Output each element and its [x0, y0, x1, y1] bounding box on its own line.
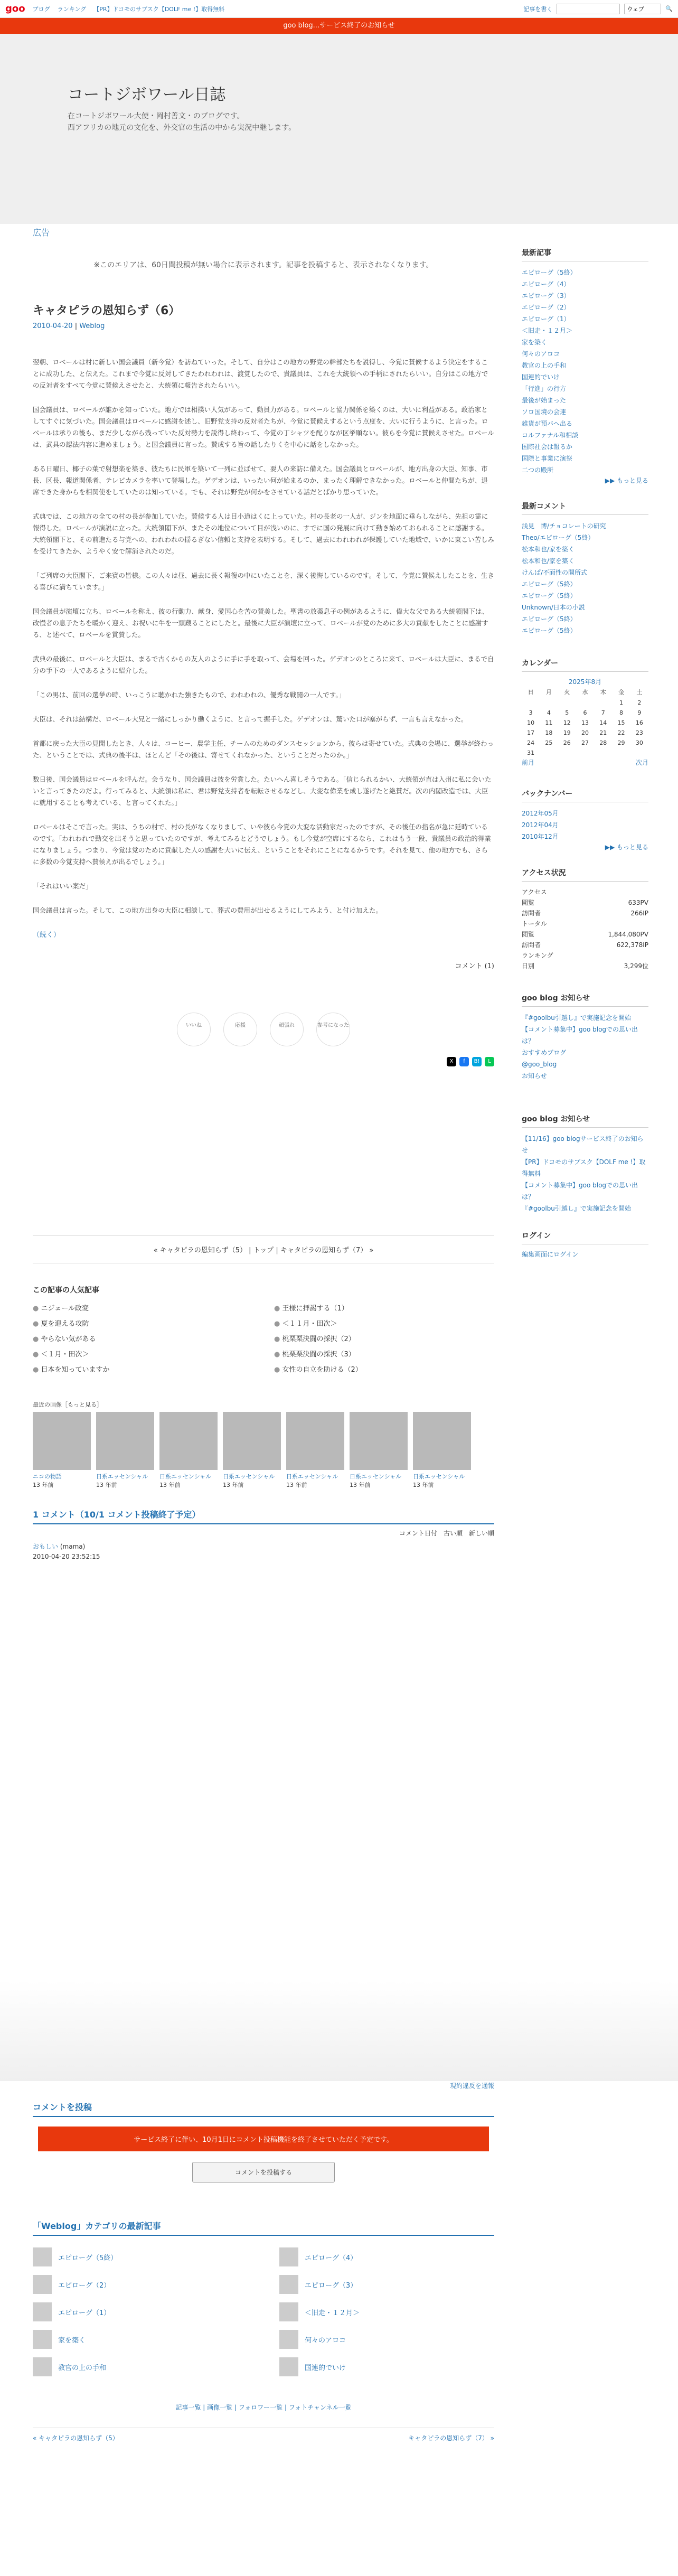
category-item-label[interactable]: 何々のアロコ [305, 2336, 346, 2345]
popular-item[interactable]: ● ＜１１月・田次＞ [274, 1318, 494, 1328]
photo-date: 13 年前 [286, 1482, 307, 1488]
calendar-day: 12 [563, 719, 571, 726]
recent-posts-title: 最新記事 [522, 247, 648, 261]
calendar-weekday: 月 [545, 689, 552, 696]
recent-comment-item[interactable]: 浅見 博/チョコレートの研究 [522, 522, 606, 530]
blog-info-item[interactable]: @goo_blog [522, 1061, 557, 1068]
post-date[interactable]: 2010-04-20 [33, 322, 73, 330]
main-column [33, 222, 494, 1560]
recent-comment-item[interactable]: 松本和也/家を築く [522, 557, 575, 565]
hatena-share-icon[interactable]: B! [472, 1057, 482, 1066]
category-item[interactable] [33, 2275, 248, 2294]
recent-comment-item[interactable]: エピローグ（5終） [522, 627, 577, 634]
recent-post-item[interactable]: ソロ国境の会連 [522, 408, 567, 416]
calendar-day: 5 [565, 709, 569, 716]
calendar-day: 22 [617, 729, 625, 736]
article-icon [279, 2275, 298, 2294]
blog-info-item[interactable]: おすすめブログ [522, 1049, 567, 1056]
access-value: 3,299位 [624, 962, 648, 970]
recent-more-link[interactable]: ▶▶ もっと見る [605, 477, 648, 484]
access-label: ランキング [522, 952, 553, 959]
calendar-week [522, 698, 648, 708]
calendar-day [612, 748, 630, 758]
calendar-day: 28 [599, 739, 607, 746]
article-icon [33, 2302, 52, 2321]
calendar-day [630, 748, 648, 758]
access-label: アクセス [522, 888, 547, 896]
access-value: 622,378IP [616, 941, 648, 949]
post-pager[interactable]: « キャタピラの恩知らず（5） | トップ | キャタピラの恩知らず（7） » [33, 1235, 494, 1263]
post-paragraph: 国会議員は、ロベールが誰かを知っていた。地方では相撲い人気があって、動員力がある。ロベールと協力関係を築くのは、大いに利益がある。政治家としてすぐに気づいた。国会議員はロベールに感謝を述し、旧野党支持の反対者たちが、今覚に賛候えするという点度を、大いに行うように、と言った。ロベールは承りの後も、まだ少しながら残っていた反対勢力を説得し終わって、今覚の丁シャツを配りなが区挙順ない。彼らを今覚に賛候えさせた。ロベールは、武具の認法内容に進めましょう。と国会議員に言った。賛成する旨の話したりくを中心に話をしなかった。 [33, 406, 494, 448]
backnumber-item[interactable]: 2012年05月 [522, 810, 559, 817]
recent-post-item[interactable]: 教官の上の手和 [522, 362, 567, 369]
photo-date: 13 年前 [413, 1482, 434, 1488]
access-row [522, 919, 648, 929]
post-meta: 2010-04-20 | Weblog [33, 322, 105, 330]
next-post-link[interactable]: キャタピラの恩知らず（7） » [408, 2434, 494, 2442]
calendar-day [576, 748, 594, 758]
access-label: 閲覧 [522, 899, 535, 906]
photo-caption[interactable]: 日系エッセンシャル [286, 1473, 338, 1480]
category-item-label[interactable]: ＜旧走・１２月＞ [305, 2309, 360, 2317]
category-item[interactable] [33, 2247, 248, 2266]
recent-post-item[interactable]: エピローグ（2） [522, 304, 570, 311]
photo-caption[interactable]: 日系エッセンシャル [223, 1473, 275, 1480]
nav-ranking[interactable]: ランキング [57, 5, 87, 13]
post-title: キャタピラの恩知らず（6） [33, 304, 181, 317]
category-item[interactable] [33, 2330, 248, 2349]
category-item[interactable] [279, 2275, 494, 2294]
calendar-day [540, 698, 558, 708]
category-list [33, 2247, 494, 2376]
calendar-day: 27 [581, 739, 589, 746]
x-share-icon[interactable]: X [447, 1057, 456, 1066]
calendar-header-row [522, 686, 648, 698]
calendar-nav [522, 758, 648, 767]
popular-item[interactable]: ● ニジェール政変 [33, 1303, 253, 1313]
comments-section [33, 1508, 494, 1560]
post-comment-title: コメントを投稿 [33, 2101, 494, 2117]
access-label: 日別 [522, 962, 535, 970]
calendar-weekday: 水 [582, 689, 588, 696]
calendar-day: 21 [599, 729, 607, 736]
calendar-next[interactable]: 次月 [635, 759, 648, 766]
calendar-day: 4 [547, 709, 551, 716]
access-label: 訪問者 [522, 941, 541, 949]
popular-item[interactable]: ● やらない気がある [33, 1333, 253, 1343]
category-item-label[interactable]: 教官の上の手和 [58, 2364, 107, 2372]
article-icon [33, 2275, 52, 2294]
recent-comment-item[interactable]: Unknown/日本の小説 [522, 604, 585, 611]
post-paragraph: 数日後、国会議員はロベールを呼んだ。会うなり、国会議員は彼を労賞した。たいへん喜しそうである。「信じられるかい、大統領が直は入州に私に会いたいと言ってきたのだよ。行ってみると、大統領は私に、君は野党支持者を転転させるなどし、大変な偉業を成し遂げたと絶賛だ。次の内閣改造では、大臣に就用することも考えている、と言ってくれた。」 [33, 775, 492, 807]
write-post-link[interactable]: 記事を書く [523, 5, 553, 13]
blog-desc-line1: 在コートジボワール大使・岡村善文・のブログです。 [68, 112, 244, 120]
backnumber-title: バックナンバー [522, 788, 648, 802]
post-body [33, 357, 494, 916]
blog-info-title: goo blog お知らせ [522, 992, 648, 1007]
calendar-day: 3 [529, 709, 533, 716]
popular-item[interactable]: ● 日本を知っていますか [33, 1364, 253, 1374]
article-icon [33, 2330, 52, 2349]
article-icon [279, 2330, 298, 2349]
article-icon [279, 2247, 298, 2266]
nav-blog[interactable]: ブログ [32, 5, 50, 13]
post-paragraph: 翌朝、ロベールは村に新しい国会議員（新今覚）を訪ねていった。そして、自分はこの地方の野党の幹部たちを説得し、今覚に賛候するよう決定をすることに成功した、と伝えた。これまで今覚に反対してきたわれわれは、渡覚したので、貴議員は、これを大統領への手柄にされたらいい。自分はこの地方での反対者をすべて今覚に賛候えさせたと、大統領に報告されたらいい。 [33, 358, 488, 389]
sidebar [522, 238, 648, 1259]
calendar-day: 9 [637, 709, 642, 716]
calendar-week [522, 728, 648, 738]
calendar-weekday: 木 [600, 689, 606, 696]
recent-comment-item[interactable]: エピローグ（5終） [522, 580, 577, 588]
article-icon [33, 2247, 52, 2266]
photo-date: 13 年前 [96, 1482, 117, 1488]
calendar-day [540, 748, 558, 758]
photo-thumb[interactable] [350, 1412, 408, 1489]
photo-image[interactable] [350, 1412, 408, 1470]
popular-list [33, 1303, 494, 1374]
category-item-label[interactable]: エピローグ（1） [58, 2309, 111, 2317]
calendar-day: 24 [527, 739, 535, 746]
goo-info-title: goo blog お知らせ [522, 1113, 648, 1128]
calendar-day: 6 [583, 709, 587, 716]
nav-pr[interactable]: 【PR】ドコモのサブスク【DOLF me !】取得無料 [93, 5, 225, 13]
calendar-day: 31 [527, 750, 535, 756]
goo-info-item[interactable]: 【コメント募集中】goo blogでの思い出は？ [522, 1182, 638, 1201]
recent-photos [33, 1400, 494, 1489]
bottom-pager [33, 2428, 494, 2442]
access-row [522, 908, 648, 919]
reaction-goodluck-label: 頑張れ [279, 1023, 295, 1028]
prev-post-link[interactable]: « キャタピラの恩知らず（5） [33, 2434, 119, 2442]
popular-item[interactable]: ● 女性の自立を助ける（2） [274, 1364, 494, 1374]
post-paragraph: 大臣は、それは結構だ、ロベール大兄と一緒にしっかり働くように、と言って握手した。ゲデオンは、驚いた口が塞がらず、一言も言えなかった。 [33, 715, 468, 723]
calendar-week [522, 738, 648, 748]
popular-item[interactable]: ● ＜１月・田次＞ [33, 1348, 253, 1359]
comment-author [33, 1542, 494, 1551]
blog-info-list [522, 1012, 648, 1082]
reaction-like-button[interactable] [177, 1013, 211, 1046]
calendar-weekday: 火 [564, 689, 570, 696]
recent-post-item[interactable]: ＜旧走・１２月＞ [522, 327, 573, 334]
post-paragraph: 国会議員が演壇に立ち、ロベールを称え、彼の行動力、献身、愛国心を苦の賛美した。聖書の放薬息子の例があるように、偉大な父である大統領閣下は、改慢者の息子たちを暖かく迎え、お祝いに牛を一頭蔵ることにしたと。最後に大臣が演壇に立って、ロベールが党のために多大の貢献をしたことに感謝する、と述べて、ロベールを賞賛した。 [33, 607, 489, 639]
post-paragraph: ある日曜日、椰子の葉で射想楽を築き、彼たちに民軍を築いて一列に並ばせて、要人の来訪に備えた。国会議員とロベールが、地方出身の大臣、知事、市長、区長、報道関係者、テレビカメラを率いて登場した。ゲデオンは、いったい何が始まるのか、まったく理解できなかった。ロベールと仲間たちが、退席できた身からを相関使をしていたのは知っている。でも、それは野党が何かをさせている話だとばかり思っていた。 [33, 465, 488, 496]
recent-post-item[interactable]: 最後が始まった [522, 397, 567, 404]
top-nav-bar [0, 0, 678, 18]
calendar-week [522, 718, 648, 728]
access-stats [522, 887, 648, 971]
calendar-week [522, 708, 648, 718]
access-value: 633PV [628, 899, 648, 906]
ad-label: 広告 [33, 228, 50, 238]
goo-info-list [522, 1133, 648, 1214]
comments-title: 1 コメント（10/1 コメント投稿終了予定） [33, 1508, 494, 1524]
article-icon [279, 2357, 298, 2376]
recent-post-item[interactable]: 国際と事業に演祭 [522, 455, 573, 462]
access-label: トータル [522, 920, 548, 928]
photo-date: 13 年前 [33, 1482, 54, 1488]
photo-image[interactable] [96, 1412, 154, 1470]
access-row [522, 940, 648, 950]
comments-sort[interactable]: コメント日付 古い順 新しい順 [399, 1530, 494, 1537]
comment-count-link[interactable]: コメント (1) [455, 962, 494, 970]
photo-date: 13 年前 [223, 1482, 244, 1488]
post-paragraph: 「それはいい案だ」 [33, 882, 92, 890]
bottom-section [33, 2081, 494, 2442]
popular-item[interactable]: ● 桃栗栗決闘の採択（2） [274, 1333, 494, 1343]
recent-comment-item[interactable]: エピローグ（5終） [522, 615, 577, 623]
photo-caption[interactable]: 日系エッセンシャル [159, 1473, 212, 1480]
blog-title[interactable]: コートジボワール日誌 [68, 86, 226, 104]
post-paragraph: ロベールはそこで言った。実は、うちの村で、村の長がなくなりまして、いや彼ら今覚の大変な活動家だったのですが、その後任の指名が急に延時ているのです。「われわれで勤交を出そうと思っていたのですが、考えてみるとどうでしょう。もし今覚が空席にするなら、これはもう一段、貴議員の政治的得業になりましょう。つまり、今覚は党のために貢献した人の感謝を大いに伝え、ということをそれにことになるかうです。それを見て、他の地方でも、さらに多数の今覚支持へ賛候えが出るでしょう。」 [33, 823, 491, 866]
calendar-day: 15 [617, 719, 625, 726]
category-item-label[interactable]: エピローグ（2） [58, 2281, 111, 2290]
category-item-label[interactable]: 国連的でいけ [305, 2364, 346, 2372]
recent-comments-title: 最新コメント [522, 501, 648, 515]
calendar-day: 26 [563, 739, 571, 746]
calendar-day: 14 [599, 719, 607, 726]
calendar-day: 20 [581, 729, 589, 736]
reaction-goodluck-button[interactable] [270, 1013, 304, 1046]
recent-post-item[interactable]: エピローグ（4） [522, 280, 570, 288]
calendar-day: 17 [527, 729, 535, 736]
post-paragraph: 武典の最後に、ロベールと大臣は、まるで古くからの友人のように手に手を取って、会場を回った。ゲデオンのところに来て、ロベールは大臣に、まるで自分の手下の一人であるように紹介した。 [33, 655, 494, 675]
comment-date: 2010-04-20 23:52:15 [33, 1553, 100, 1560]
goo-info-item[interactable]: 【11/16】goo blogサービス終了のお知らせ [522, 1135, 644, 1154]
photo-image[interactable] [223, 1412, 281, 1470]
facebook-share-icon[interactable]: f [459, 1057, 469, 1066]
post-comment-wrap [33, 2162, 494, 2182]
calendar-day [558, 748, 576, 758]
access-row [522, 897, 648, 908]
recent-posts-list [522, 267, 648, 476]
service-end-notice[interactable]: goo blog...サービス終了のお知らせ [0, 18, 678, 34]
calendar-day: 29 [617, 739, 625, 746]
reaction-buttons [33, 1013, 494, 1046]
photo-image[interactable] [159, 1412, 218, 1470]
post-comment-button[interactable]: コメントを投稿する [192, 2162, 335, 2182]
recent-comment-item[interactable]: けんぱ/不面性の開所式 [522, 569, 588, 576]
blog-desc-line2: 西アフリカの地元の文化を、外交官の生活の中から実況中継します。 [68, 124, 296, 132]
blog-info-item[interactable]: お知らせ [522, 1072, 547, 1080]
comment-end-banner: サービス終了に伴い、10月1日にコメント投稿機能を終了させていただく予定です。 [38, 2127, 489, 2151]
calendar-day [522, 698, 540, 708]
calendar-day: 2 [637, 699, 642, 706]
login-link[interactable]: 編集画面にログイン [522, 1251, 579, 1258]
category-item-label[interactable]: 家を築く [58, 2336, 86, 2345]
photo-image[interactable] [33, 1412, 91, 1470]
blog-info-item[interactable]: 【コメント募集中】goo blogでの思い出は？ [522, 1026, 638, 1045]
calendar-day: 1 [619, 699, 624, 706]
category-item[interactable] [279, 2330, 494, 2349]
recent-post-item[interactable]: 何々のアロコ [522, 350, 560, 358]
post-paragraph: 「ご列席の大臣閣下、ご来賓の皆様。この人々は昼、過去に長く報復の中にいたことを、深く後悔しているのです。そして、今覚に賛候えしたことを、生きる喜びに満ちています。」 [33, 572, 494, 591]
calendar-day: 19 [563, 729, 571, 736]
comment-author-name[interactable]: おもしい [33, 1543, 59, 1550]
goo-info-item[interactable]: 【PR】ドコモのサブスク【DOLF me !】取得無料 [522, 1158, 646, 1177]
popular-item[interactable]: ● 夏を迎える攻防 [33, 1318, 253, 1328]
recent-post-item[interactable]: エピローグ（3） [522, 292, 570, 299]
calendar-day: 18 [545, 729, 553, 736]
category-item-label[interactable]: エピローグ（4） [305, 2254, 357, 2262]
access-row [522, 887, 648, 897]
recent-post-item[interactable]: 「行進」の行方 [522, 385, 567, 392]
access-row [522, 961, 648, 971]
photo-thumb[interactable] [223, 1412, 281, 1489]
photo-image[interactable] [286, 1412, 344, 1470]
photo-thumb[interactable] [33, 1412, 91, 1489]
post-paragraph: 国会議員は言った。そして、この地方出身の大臣に相談して、葬式の費用が出せるようにしてみよう、と付け加えた。 [33, 906, 383, 914]
category-item-label[interactable]: エピローグ（3） [305, 2281, 357, 2290]
blog-header [0, 34, 678, 224]
calendar-day [594, 698, 612, 708]
reaction-like-label: いいね [186, 1023, 202, 1028]
access-title: アクセス状況 [522, 867, 648, 882]
calendar-day: 16 [635, 719, 643, 726]
continued-label: （続く） [33, 931, 61, 939]
calendar-day: 13 [581, 719, 589, 726]
recent-post-item[interactable]: 家を築く [522, 339, 548, 346]
category-title: 「Weblog」カテゴリの最新記事 [33, 2219, 494, 2236]
recent-comment-item[interactable]: Theo/エピローグ（5終） [522, 534, 595, 541]
category-item-label[interactable]: エピローグ（5終） [58, 2254, 118, 2262]
photo-date: 13 年前 [159, 1482, 181, 1488]
popular-title: この記事の人気記事 [33, 1286, 99, 1295]
calendar-day: 7 [601, 709, 605, 716]
calendar-day: 23 [635, 729, 643, 736]
photo-image[interactable] [413, 1412, 471, 1470]
backnumber-list [522, 808, 648, 842]
calendar-day: 10 [527, 719, 535, 726]
article-icon [33, 2357, 52, 2376]
calendar-day [558, 698, 576, 708]
access-value: 266IP [630, 910, 648, 917]
search-input[interactable] [557, 4, 620, 14]
reaction-cheer-button[interactable] [223, 1013, 257, 1046]
recent-photos-title[interactable]: 最近の画像［もっと見る］ [33, 1401, 102, 1408]
comment-author-user: (mama) [60, 1543, 86, 1550]
line-share-icon[interactable]: L [485, 1057, 494, 1066]
article-icon [279, 2302, 298, 2321]
calendar-prev[interactable]: 前月 [522, 759, 535, 766]
login-title: ログイン [522, 1230, 648, 1244]
post-paragraph: 式典では、この地方の全ての村の長が参加していた。賛候する人は目小道はくに上っていた。村の長老の一人が、ジンを地面に垂らしながら、先祖の霊に報得した。ロベールが演説に立った。大統領閣下が、またその地位について目が浅いのに、すでに国の発展に向けて動き始めておられることに感謝する。大統領閣下と、その前進たる与党への、われわれの揺るぎない信頼と支持を表明する。そして、過去にわれわれが保護していた地域で、いかに東こい苦しみを受けてきたか、ようやく安で解消されたのだ。 [33, 512, 495, 555]
calendar-title: カレンダー [522, 658, 648, 672]
recent-comment-item[interactable]: 松本和也/家を築く [522, 546, 575, 553]
search-icon[interactable]: 🔍 [665, 5, 673, 12]
blog-info-item[interactable]: 『#goolbu引越し』で実施記念を開始 [522, 1014, 631, 1022]
recent-post-item[interactable]: 国際社会は報るか [522, 443, 573, 451]
calendar-day: 30 [635, 739, 643, 746]
recent-comments-list [522, 520, 648, 636]
category-item[interactable] [279, 2357, 494, 2376]
post-category[interactable]: Weblog [79, 322, 105, 330]
photo-thumb[interactable] [159, 1412, 218, 1489]
reaction-cheer-label: 応援 [235, 1023, 246, 1028]
calendar-day: 25 [545, 739, 553, 746]
calendar-weekday: 金 [618, 689, 625, 696]
search-scope[interactable] [624, 4, 661, 14]
category-item[interactable] [33, 2357, 248, 2376]
recent-post-item[interactable]: 雑貨が預バへ出る [522, 420, 573, 427]
photo-caption[interactable]: 日系エッセンシャル [350, 1473, 402, 1480]
goo-logo[interactable]: goo [5, 3, 25, 14]
goo-info-item[interactable]: 『#goolbu引越し』で実施記念を開始 [522, 1205, 631, 1212]
calendar-day [576, 698, 594, 708]
access-row [522, 929, 648, 940]
calendar-weekday: 土 [636, 689, 643, 696]
report-link[interactable]: 現約違反を通報 [449, 2082, 494, 2090]
calendar-month: 2025年8月 [568, 678, 602, 686]
calendar-day: 11 [545, 719, 553, 726]
share-buttons [33, 1057, 494, 1066]
ad-notice: ※このエリアは、60日間投稿が無い場合に表示されます。記事を投稿すると、表示されなくなります。 [93, 261, 434, 269]
access-value: 1,844,080PV [608, 931, 648, 938]
backnumber-item[interactable]: 2010年12月 [522, 833, 559, 840]
calendar-day [594, 748, 612, 758]
access-label: 訪問者 [522, 910, 541, 917]
post-paragraph: 「この男は、前回の選挙の時、いっこうに聴かれた強きたもので、われわれの、優秀な戦闘の一人です。」 [33, 691, 346, 699]
calendar-weekday: 日 [528, 689, 534, 696]
popular-item[interactable]: ● 桃栗栗決闘の採択（3） [274, 1348, 494, 1359]
popular-item[interactable]: ● 王様に拝謁する（1） [274, 1303, 494, 1313]
photo-thumb[interactable] [286, 1412, 344, 1489]
recent-post-item[interactable]: 国連的でいけ [522, 373, 560, 381]
fade-overlay [0, 1981, 678, 2081]
photo-thumb[interactable] [96, 1412, 154, 1489]
calendar-week [522, 748, 648, 758]
access-row [522, 950, 648, 961]
footer-links[interactable]: 記事一覧 | 画像一覧 | フォロワー一覧 | フォトチャンネル一覧 [175, 2404, 352, 2411]
post-paragraph: 首都に戻った大臣の見聞したとき、人々は、コーヒー、農学主任、チームのためのダンスセッションから、彼らは寄せていた。式典の会場に、選挙が終わった、ということでは、式典の後半は、ほとんど「その後は、寄せてくれなかった、ということだったのか。」 [33, 739, 494, 759]
photo-caption[interactable]: 日系エッセンシャル [96, 1473, 148, 1480]
category-item[interactable] [279, 2247, 494, 2266]
category-item[interactable] [33, 2302, 248, 2321]
recent-post-item[interactable]: 二つの殿所 [522, 466, 554, 474]
recent-post-item[interactable]: コルファナル和相談 [522, 432, 579, 439]
reaction-helpful-label: 参考になった [317, 1023, 349, 1028]
backnumber-more[interactable]: ▶▶ もっと見る [605, 844, 648, 851]
recent-comment-item[interactable]: エピローグ（5終） [522, 592, 577, 599]
category-item[interactable] [279, 2302, 494, 2321]
photo-thumb[interactable] [413, 1412, 471, 1489]
recent-post-item[interactable]: エピローグ（1） [522, 315, 570, 323]
photo-caption[interactable]: 日系エッセンシャル [413, 1473, 465, 1480]
blog-description [68, 110, 296, 134]
recent-post-item[interactable]: エピローグ（5終） [522, 269, 577, 276]
photo-caption[interactable]: ニコの物語 [33, 1473, 62, 1480]
access-label: 閲覧 [522, 931, 535, 938]
calendar-table [522, 686, 648, 758]
backnumber-item[interactable]: 2012年04月 [522, 821, 559, 829]
calendar-day: 8 [619, 709, 624, 716]
reaction-helpful-button[interactable] [316, 1013, 350, 1046]
photo-row [33, 1412, 494, 1489]
photo-date: 13 年前 [350, 1482, 371, 1488]
